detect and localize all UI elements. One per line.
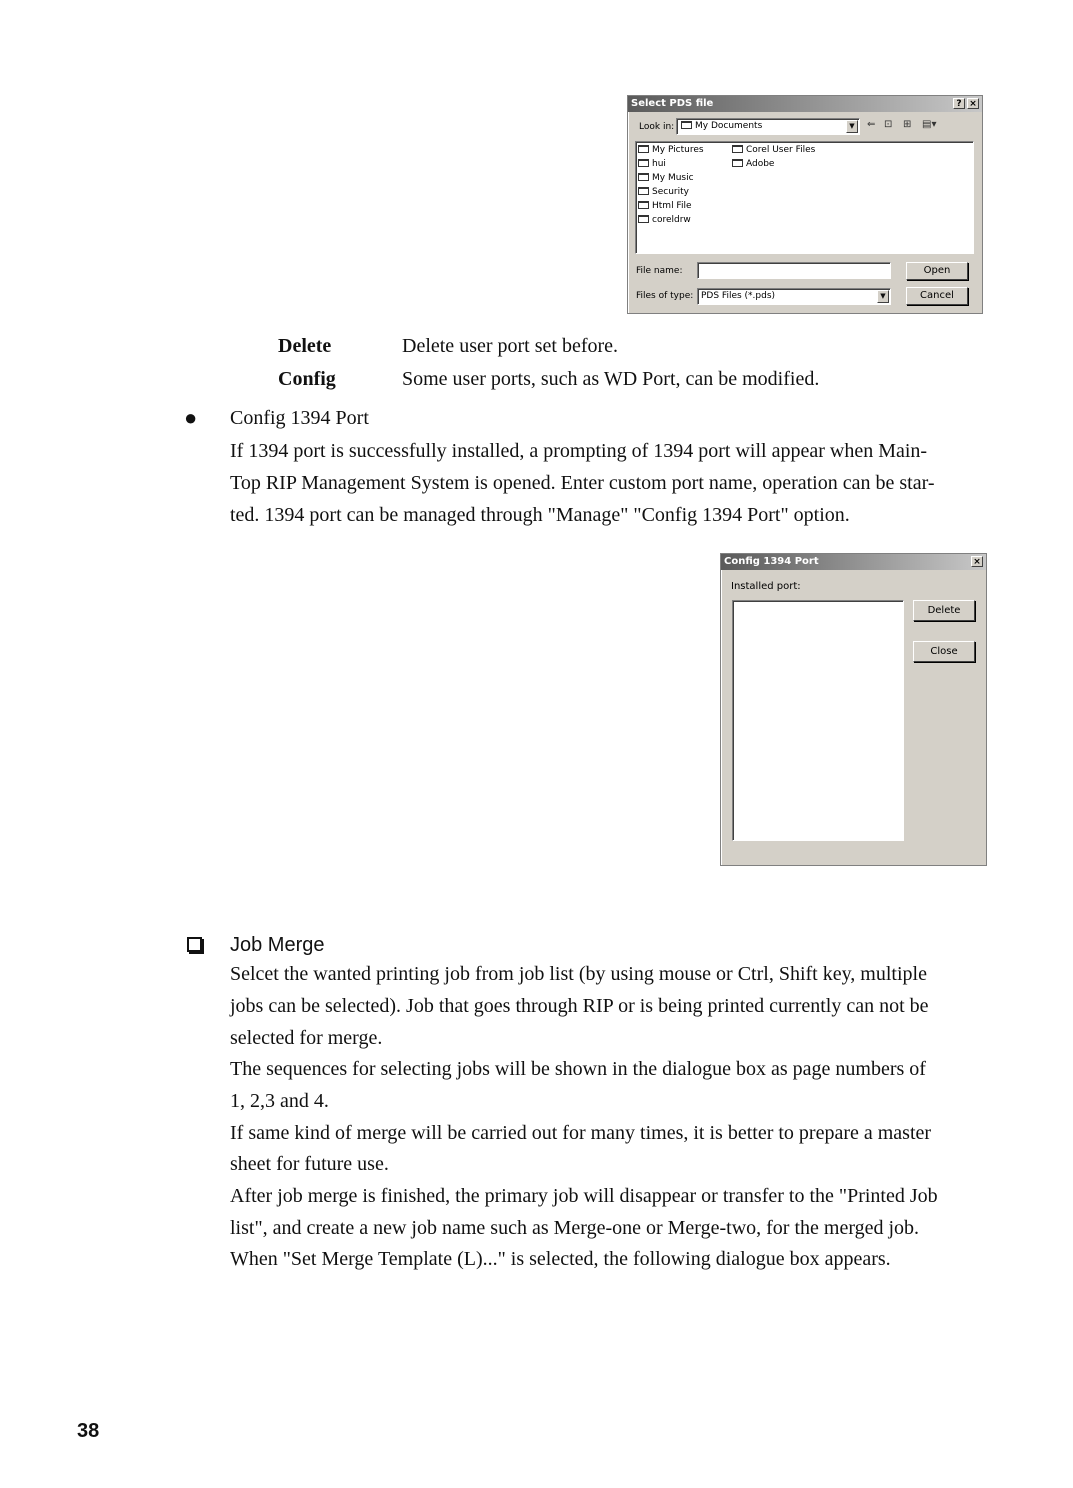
bullet-icon: ●: [184, 405, 198, 430]
chevron-down-icon[interactable]: ▼: [846, 120, 858, 133]
file-list[interactable]: [635, 141, 974, 254]
file-name-input[interactable]: [697, 262, 891, 279]
chevron-down-icon[interactable]: ▼: [877, 290, 889, 303]
select-pds-file-dialog: [627, 95, 983, 314]
folder-icon: [638, 201, 649, 209]
paragraph-line: If same kind of merge will be carried out for many times, it is better to prepare a master: [230, 1122, 932, 1144]
definition-term: Delete: [278, 335, 332, 357]
paragraph-line: 1, 2,3 and 4.: [230, 1090, 329, 1112]
list-item[interactable]: Corel User Files: [732, 144, 815, 157]
open-button[interactable]: Open: [906, 262, 968, 280]
paragraph-line: After job merge is finished, the primary job will disappear or transfer to the "Printed Job: [230, 1185, 938, 1207]
checkbox-bullet-icon: [187, 937, 202, 952]
paragraph-line: list", and create a new job name such as Merge-one or Merge-two, for the merged job.: [230, 1217, 920, 1239]
paragraph-line: ted. 1394 port can be managed through "Manage" "Config 1394 Port" option.: [230, 504, 850, 526]
list-item[interactable]: Security: [638, 186, 689, 199]
installed-port-list[interactable]: [732, 600, 904, 841]
folder-icon: [638, 145, 649, 153]
folder-icon: [732, 145, 743, 153]
page-number: 38: [77, 1420, 100, 1442]
config-1394-port-dialog: [720, 553, 987, 866]
dialog-title: Select PDS file: [631, 98, 714, 109]
section-heading: Job Merge: [230, 934, 325, 956]
close-icon[interactable]: ×: [967, 98, 979, 109]
paragraph-line: When "Set Merge Template (L)..." is selected, the following dialogue box appears.: [230, 1248, 891, 1270]
paragraph-line: sheet for future use.: [230, 1153, 389, 1175]
installed-port-label: Installed port:: [731, 581, 801, 592]
definition-term: Config: [278, 368, 336, 390]
files-of-type-dropdown[interactable]: PDS Files (*.pds) ▼: [697, 288, 891, 305]
close-button[interactable]: Close: [913, 641, 975, 662]
up-folder-icon[interactable]: ⊡: [884, 119, 893, 130]
folder-icon: [638, 159, 649, 167]
paragraph-line: Selcet the wanted printing job from job list (by using mouse or Ctrl, Shift key, multiple: [230, 963, 927, 985]
paragraph-line: jobs can be selected). Job that goes through RIP or is being printed currently can not be: [230, 995, 929, 1017]
list-item[interactable]: Html File: [638, 200, 692, 213]
look-in-label: Look in:: [639, 122, 675, 132]
dialog-titlebar: [628, 96, 982, 112]
folder-icon: [681, 121, 692, 129]
cancel-button[interactable]: Cancel: [906, 287, 968, 305]
paragraph-line: If 1394 port is successfully installed, a prompting of 1394 port will appear when Main-: [230, 440, 928, 462]
list-item[interactable]: My Music: [638, 172, 694, 185]
list-item[interactable]: coreldrw: [638, 214, 691, 227]
look-in-value: My Documents: [695, 121, 763, 131]
close-icon[interactable]: ×: [971, 556, 983, 567]
help-button[interactable]: ?: [953, 98, 965, 109]
list-item[interactable]: My Pictures: [638, 144, 704, 157]
list-item[interactable]: Adobe: [732, 158, 774, 171]
file-name-label: File name:: [636, 266, 683, 276]
definition-desc: Some user ports, such as WD Port, can be modified.: [402, 368, 820, 390]
section-heading: Config 1394 Port: [230, 407, 369, 429]
paragraph-line: selected for merge.: [230, 1027, 383, 1049]
folder-icon: [638, 173, 649, 181]
files-of-type-label: Files of type:: [636, 291, 694, 301]
back-icon[interactable]: ⇐: [867, 119, 876, 130]
list-item[interactable]: hui: [638, 158, 666, 171]
view-menu-icon[interactable]: ▤▾: [922, 119, 937, 130]
dialog-titlebar: [721, 554, 986, 570]
folder-icon: [638, 215, 649, 223]
look-in-dropdown[interactable]: [676, 118, 860, 135]
folder-icon: [638, 187, 649, 195]
paragraph-line: The sequences for selecting jobs will be shown in the dialogue box as page numbers of: [230, 1058, 926, 1080]
folder-icon: [732, 159, 743, 167]
paragraph-line: Top RIP Management System is opened. Enter custom port name, operation can be star-: [230, 472, 935, 494]
delete-button[interactable]: Delete: [913, 600, 975, 621]
dialog-title: Config 1394 Port: [724, 556, 819, 567]
definition-desc: Delete user port set before.: [402, 335, 619, 357]
new-folder-icon[interactable]: ⊞: [903, 119, 912, 130]
